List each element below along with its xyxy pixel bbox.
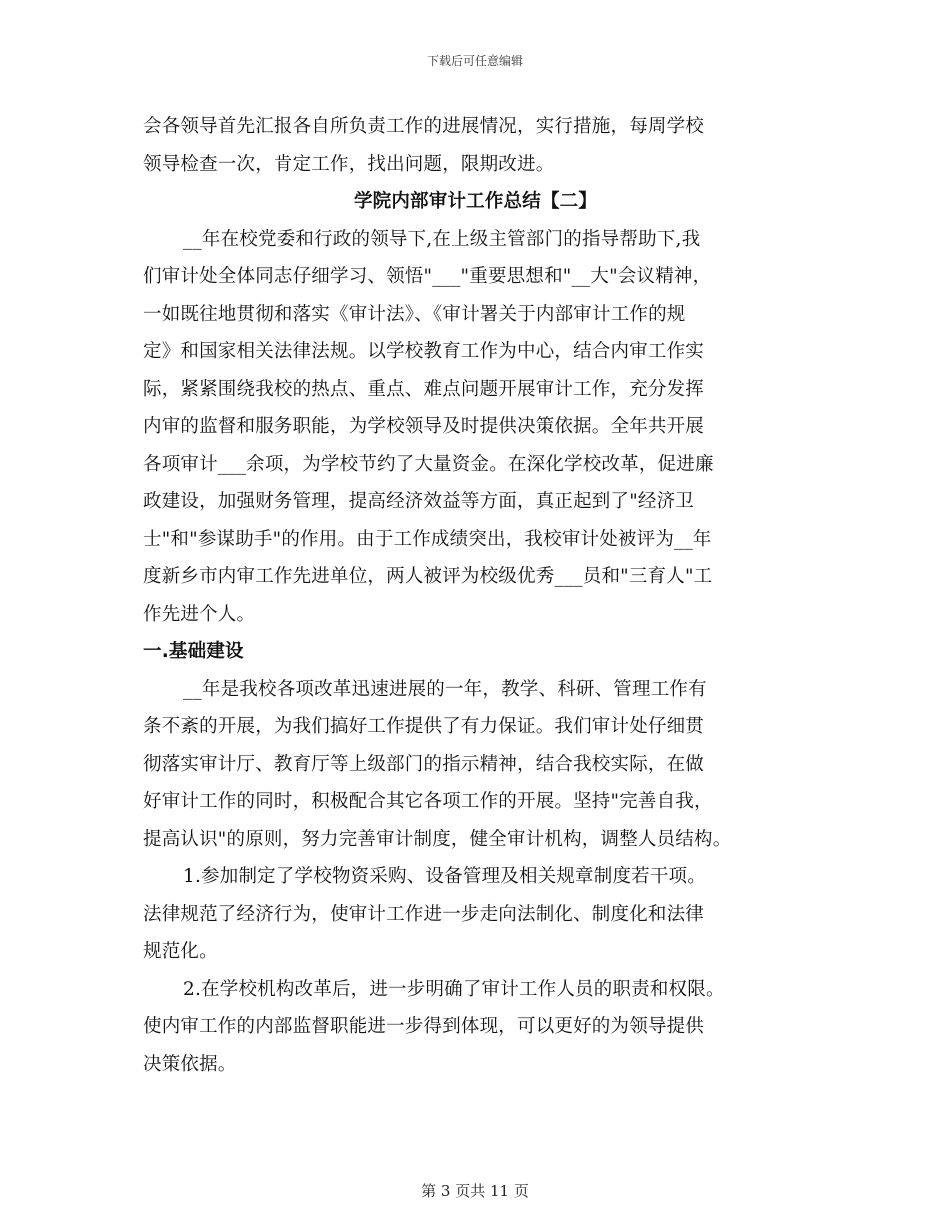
text-line: 政建设，加强财务管理，提高经济效益等方面，真正起到了"经济卫 <box>143 491 695 512</box>
subsection-heading: 一.基础建设 <box>143 641 244 662</box>
text-line: 决策依据。 <box>143 1053 237 1075</box>
page-footer: 第 3 页共 11 页 <box>421 1182 529 1200</box>
text-line: 彻落实审计厅、教育厅等上级部门的指示精神，结合我校实际，在做 <box>143 753 705 775</box>
text-line: 法律规范了经济行为，使审计工作进一步走向法制化、制度化和法律 <box>143 903 705 925</box>
text-line: 际，紧紧围绕我校的热点、重点、难点问题开展审计工作，充分发挥 <box>143 378 705 400</box>
list-item-first-line: 2.在学校机构改革后，进一步明确了审计工作人员的职责和权限。 <box>183 978 725 1000</box>
document-body <box>143 108 808 1083</box>
text-line: 定》和国家相关法律法规。以学校教育工作为中心，结合内审工作实 <box>143 341 705 362</box>
text-line: 规范化。 <box>143 941 218 962</box>
paragraph-first-line: __年在校党委和行政的领导下,在上级主管部门的指导帮助下,我 <box>183 228 701 250</box>
text-line: 作先进个人。 <box>143 603 256 625</box>
text-line: 条不紊的开展，为我们搞好工作提供了有力保证。我们审计处仔细贯 <box>143 716 705 737</box>
text-line: 士"和"参谋助手"的作用。由于工作成绩突出，我校审计处被评为__年 <box>143 528 712 550</box>
text-line: 好审计工作的同时，积极配合其它各项工作的开展。坚持"完善自我， <box>143 791 713 812</box>
paragraph-first-line: __年是我校各项改革迅速进展的一年，教学、科研、管理工作有 <box>183 678 707 700</box>
text-line: 度新乡市内审工作先进单位，两人被评为校级优秀___员和"三育人"工 <box>143 566 713 587</box>
text-line: 使内审工作的内部监督职能进一步得到体现，可以更好的为领导提供 <box>143 1016 705 1037</box>
text-line: 会各领导首先汇报各自所负责工作的进展情况，实行措施，每周学校 <box>143 116 705 137</box>
section-title: 学院内部审计工作总结【二】 <box>353 191 598 212</box>
text-line: 一如既往地贯彻和落实《审计法》、《审计署关于内部审计工作的规 <box>143 303 686 325</box>
text-line: 各项审计___余项，为学校节约了大量资金。在深化学校改革，促进廉 <box>143 453 714 475</box>
text-line: 内审的监督和服务职能，为学校领导及时提供决策依据。全年共开展 <box>143 416 705 437</box>
list-item-first-line: 1.参加制定了学校物资采购、设备管理及相关规章制度若干项。 <box>183 866 706 887</box>
text-line: 领导检查一次，肯定工作，找出问题，限期改进。 <box>143 153 555 175</box>
text-line: 提高认识"的原则，努力完善审计制度，健全审计机构，调整人员结构。 <box>143 828 732 850</box>
page-header: 下载后可任意编辑 <box>426 54 523 68</box>
text-line: 们审计处全体同志仔细学习、领悟"___"重要思想和"__大"会议精神， <box>143 266 712 287</box>
